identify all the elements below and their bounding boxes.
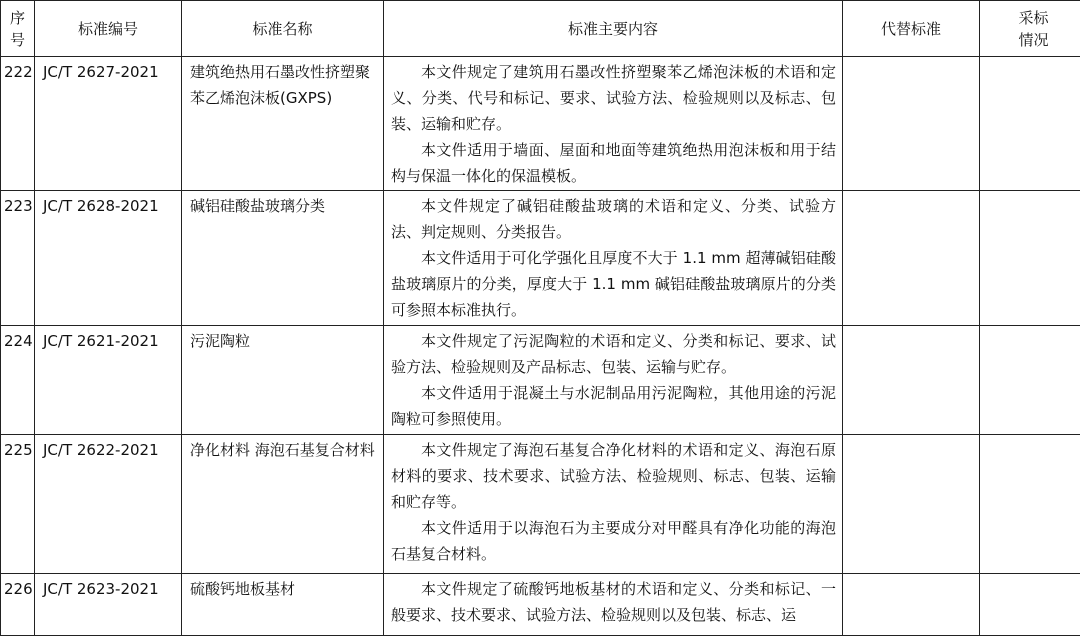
content-paragraph: 本文件适用于可化学强化且厚度不大于 1.1 mm 超薄碱铝硅酸盐玻璃原片的分类，厚度大于 1.1 mm 碱铝硅酸盐玻璃原片的分类可参照本标准执行。 bbox=[391, 249, 836, 319]
table-row bbox=[1, 57, 1080, 191]
header-no-line1: 序 bbox=[9, 8, 25, 27]
standard-code: JC/T 2622-2021 bbox=[35, 435, 182, 574]
content-paragraph: 本文件规定了碱铝硅酸盐玻璃的术语和定义、分类、试验方法、判定规则、分类报告。 bbox=[391, 197, 836, 241]
row-number: 223 bbox=[1, 191, 35, 326]
replaces-cell bbox=[843, 574, 980, 636]
header-no-line2: 号 bbox=[9, 30, 25, 49]
table-row bbox=[1, 574, 1080, 636]
adopt-cell bbox=[980, 191, 1080, 326]
row-number: 222 bbox=[1, 57, 35, 191]
row-number: 225 bbox=[1, 435, 35, 574]
standard-name: 碱铝硅酸盐玻璃分类 bbox=[182, 191, 384, 326]
standard-code: JC/T 2623-2021 bbox=[35, 574, 182, 636]
header-replaces: 代替标准 bbox=[843, 1, 980, 57]
table-row bbox=[1, 435, 1080, 574]
header-adopt-line2: 情况 bbox=[1018, 30, 1049, 49]
adopt-cell bbox=[980, 435, 1080, 574]
standard-content bbox=[384, 435, 843, 574]
content-paragraph: 本文件适用于混凝土与水泥制品用污泥陶粒，其他用途的污泥陶粒可参照使用。 bbox=[391, 384, 836, 428]
content-paragraph: 本文件规定了硫酸钙地板基材的术语和定义、分类和标记、一般要求、技术要求、试验方法、检验规则以及包装、标志、运 bbox=[391, 580, 836, 624]
content-paragraph: 本文件规定了污泥陶粒的术语和定义、分类和标记、要求、试验方法、检验规则及产品标志、包装、运输与贮存。 bbox=[391, 332, 836, 376]
header-no bbox=[1, 1, 35, 57]
standard-code: JC/T 2627-2021 bbox=[35, 57, 182, 191]
adopt-cell bbox=[980, 574, 1080, 636]
content-paragraph: 本文件适用于墙面、屋面和地面等建筑绝热用泡沫板和用于结构与保温一体化的保温模板。 bbox=[391, 141, 836, 185]
replaces-cell bbox=[843, 435, 980, 574]
replaces-cell bbox=[843, 191, 980, 326]
standard-name: 净化材料 海泡石基复合材料 bbox=[182, 435, 384, 574]
standard-name: 建筑绝热用石墨改性挤塑聚苯乙烯泡沫板(GXPS) bbox=[182, 57, 384, 191]
content-paragraph: 本文件适用于以海泡石为主要成分对甲醛具有净化功能的海泡石基复合材料。 bbox=[391, 519, 836, 563]
replaces-cell bbox=[843, 57, 980, 191]
replaces-cell bbox=[843, 326, 980, 435]
standard-content bbox=[384, 574, 843, 636]
header-code: 标准编号 bbox=[35, 1, 182, 57]
standard-content bbox=[384, 57, 843, 191]
standard-code: JC/T 2621-2021 bbox=[35, 326, 182, 435]
standard-name: 硫酸钙地板基材 bbox=[182, 574, 384, 636]
table-row bbox=[1, 191, 1080, 326]
header-content: 标准主要内容 bbox=[384, 1, 843, 57]
adopt-cell bbox=[980, 57, 1080, 191]
standard-name: 污泥陶粒 bbox=[182, 326, 384, 435]
header-adopt-line1: 采标 bbox=[1018, 8, 1049, 27]
table-row bbox=[1, 326, 1080, 435]
standard-code: JC/T 2628-2021 bbox=[35, 191, 182, 326]
standard-content bbox=[384, 191, 843, 326]
adopt-cell bbox=[980, 326, 1080, 435]
content-paragraph: 本文件规定了海泡石基复合净化材料的术语和定义、海泡石原材料的要求、技术要求、试验方法、检验规则、标志、包装、运输和贮存等。 bbox=[391, 441, 836, 511]
standard-content bbox=[384, 326, 843, 435]
row-number: 224 bbox=[1, 326, 35, 435]
header-row bbox=[1, 1, 1080, 57]
header-name: 标准名称 bbox=[182, 1, 384, 57]
row-number: 226 bbox=[1, 574, 35, 636]
content-paragraph: 本文件规定了建筑用石墨改性挤塑聚苯乙烯泡沫板的术语和定义、分类、代号和标记、要求、试验方法、检验规则以及标志、包装、运输和贮存。 bbox=[391, 63, 836, 133]
header-adopt bbox=[980, 1, 1080, 57]
